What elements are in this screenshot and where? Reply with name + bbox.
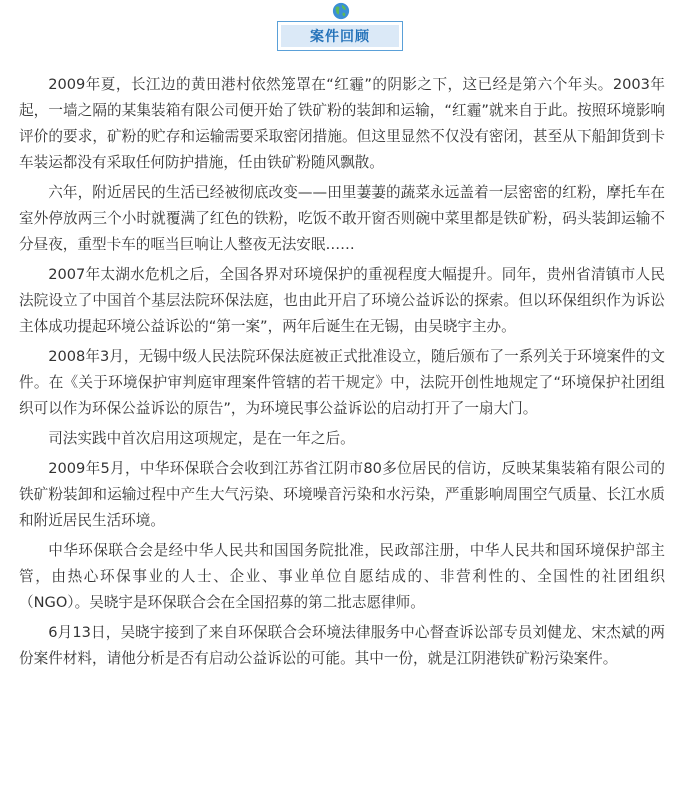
globe-icon [332, 2, 350, 20]
section-title-box [277, 21, 403, 51]
section-header [0, 0, 680, 56]
paragraph: 六年，附近居民的生活已经被彻底改变——田里萋萋的蔬菜永远盖着一层密密的红粉，摩托车在室外停放两三个小时就覆满了红色的铁粉，吃饭不敢开窗否则碗中菜里都是铁矿粉，码头装卸运输不分昼夜，重型卡车的哐当巨响让人整夜无法安眠…… [19, 184, 665, 253]
paragraph: 中华环保联合会是经中华人民共和国国务院批准，民政部注册，中华人民共和国环境保护部主管，由热心环保事业的人士、企业、事业单位自愿结成的、非营利性的、全国性的社团组织（NGO）。吴晓宇是环保联合会在全国招募的第二批志愿律师。 [19, 542, 665, 611]
paragraph: 2007年太湖水危机之后，全国各界对环境保护的重视程度大幅提升。同年，贵州省清镇市人民法院设立了中国首个基层法院环保法庭，也由此开启了环境公益诉讼的探索。但以环保组织作为诉讼主体成功提起环境公益诉讼的“第一案”，两年后诞生在无锡，由吴晓宇主办。 [19, 266, 665, 335]
section-title: 案件回顾 [281, 25, 399, 47]
paragraph: 6月13日，吴晓宇接到了来自环保联合会环境法律服务中心督查诉讼部专员刘健龙、宋杰斌的两份案件材料，请他分析是否有启动公益诉讼的可能。其中一份，就是江阴港铁矿粉污染案件。 [19, 624, 665, 667]
article-body [19, 72, 665, 676]
paragraph: 2009年夏，长江边的黄田港村依然笼罩在“红霾”的阴影之下，这已经是第六个年头。2003年起，一墙之隔的某集装箱有限公司便开始了铁矿粉的装卸和运输，“红霾”就来自于此。按照环境影响评价的要求，矿粉的贮存和运输需要采取密闭措施。但这里显然不仅没有密闭，甚至从下船卸货到卡车装运都没有采取任何防护措施，任由铁矿粉随风飘散。 [19, 76, 665, 171]
paragraph: 2008年3月，无锡中级人民法院环保法庭被正式批准设立，随后颁布了一系列关于环境案件的文件。在《关于环境保护审判庭审理案件管辖的若干规定》中，法院开创性地规定了“环境保护社团组织可以作为环保公益诉讼的原告”，为环境民事公益诉讼的启动打开了一扇大门。 [19, 348, 665, 417]
paragraph: 司法实践中首次启用这项规定，是在一年之后。 [48, 430, 355, 447]
paragraph: 2009年5月，中华环保联合会收到江苏省江阴市80多位居民的信访，反映某集装箱有限公司的铁矿粉装卸和运输过程中产生大气污染、环境噪音污染和水污染，严重影响周围空气质量、长江水质和附近居民生活环境。 [19, 460, 665, 529]
